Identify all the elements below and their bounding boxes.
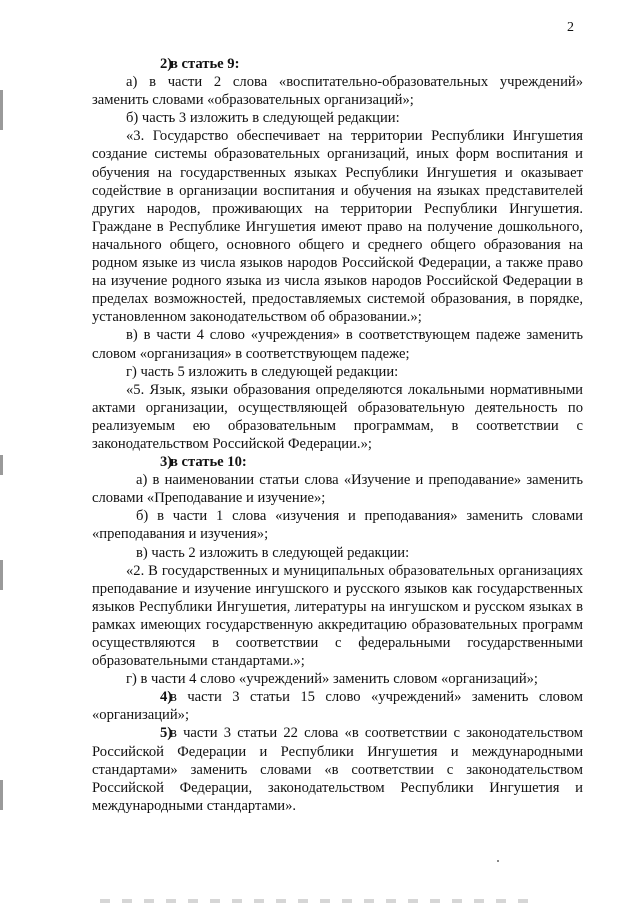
section-title: в статье 10:: [170, 454, 247, 471]
paragraph: б) в части 1 слова «изучения и преподавания» заменить словами «преподавания и изучения»;: [92, 508, 583, 543]
paragraph: в) в части 4 слово «учреждения» в соответствующем падеже заменить словом «организация» в соответствующем падеже;: [92, 327, 583, 362]
paragraph: г) часть 5 изложить в следующей редакции:: [126, 363, 399, 380]
scan-edge-mark: [0, 455, 3, 475]
section-number: 5): [160, 725, 173, 742]
section-number: 2): [160, 56, 173, 72]
paragraph: в) часть 2 изложить в следующей редакции:: [136, 544, 410, 561]
section-item: [92, 688, 583, 724]
paragraph: а) в части 2 слова «воспитательно-образовательных учреждений» заменить словами «образовательных организаций»;: [92, 74, 583, 109]
scan-edge-mark: [0, 780, 3, 810]
page-number: 2: [567, 20, 574, 35]
section-heading: [92, 55, 583, 73]
scan-edge-mark: [0, 90, 3, 130]
section-number: 4): [160, 689, 173, 706]
quoted-paragraph: «2. В государственных и муниципальных образовательных организациях преподавание и изучение ингушского и русского языков как государственных языков Республики Ингушетия, литературы на ингушском и русском языках в рамках имеющих государственную аккредитацию образовательных программ осуществляются в соответствии с федеральными государственными образовательными стандартами.»;: [92, 562, 583, 670]
paragraph: г) в части 4 слово «учреждений» заменить словом «организаций»;: [126, 671, 538, 688]
section-number: 3): [160, 454, 173, 471]
document-body: [92, 55, 583, 815]
section-text: в части 3 статьи 15 слово «учреждений» заменить словом «организаций»;: [92, 689, 583, 724]
scan-speck: [497, 860, 499, 862]
section-item: [92, 724, 583, 814]
section-heading: [92, 453, 583, 471]
scan-edge-mark: [0, 560, 3, 590]
paragraph: б) часть 3 изложить в следующей редакции:: [126, 110, 400, 127]
section-title: в статье 9:: [170, 56, 240, 72]
quoted-paragraph: «5. Язык, языки образования определяются локальными нормативными актами организации, осуществляющей образовательную деятельность по реализуемым ею образовательным программам, в соответствии с законодательством Российской Федерации.»;: [92, 381, 583, 452]
scan-bottom-edge: [100, 899, 540, 903]
paragraph: а) в наименовании статьи слова «Изучение и преподавание» заменить словами «Преподавание и изучение»;: [92, 472, 583, 507]
quoted-paragraph: «3. Государство обеспечивает на территории Республики Ингушетия создание системы образовательных организаций, иных форм воспитания и обучения на государственных языках Республики Ингушетия и оказывает содействие в организации воспитания и обучения на языках представителей других народов, проживающих на территории Республики Ингушетия. Граждане в Республике Ингушетия имеют право на получение дошкольного, начального общего, основного общего и среднего общего образования на родном языке из числа языков народов Российской Федерации, а также право на изучение родного языка из числа языков народов Российской Федерации в пределах возможностей, предоставляемых системой образования, в порядке, установленном законодательством об образовании.»;: [92, 128, 583, 326]
section-text: в части 3 статьи 22 слова «в соответствии с законодательством Российской Федерации и Республики Ингушетия и международными стандартами» заменить словами «в соответствии с законодательством Российской Федерации, законодательством Республики Ингушетия и международными стандартами».: [92, 725, 583, 814]
